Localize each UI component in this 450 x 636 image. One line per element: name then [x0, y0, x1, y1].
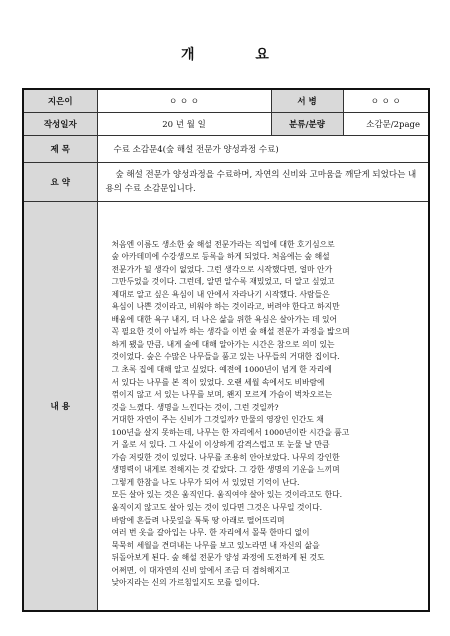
content-line: 숲 아카데미에 수강생으로 등록을 하게 되었다. 처음에는 숲 해설 — [111, 252, 330, 262]
content-paragraph — [112, 239, 415, 590]
content-line: 뒤돌아보게 된다. 숲 해설 전문가 양성 과정에 도전하게 된 것도 — [111, 553, 325, 563]
content-body — [97, 201, 429, 611]
content-line: 그렇게 한참을 나도 나무가 되어 서 있었던 기억이 난다. — [111, 477, 300, 487]
category-label: 분류/분량 — [271, 112, 343, 135]
submitter-value: ㅇ ㅇ ㅇ — [97, 89, 271, 112]
content-line: 움직이지 않고도 살아 있는 것이 있다면 그것은 나무일 것이다. — [111, 502, 323, 512]
subject-row — [23, 135, 429, 162]
content-line: 것이었다. 숲은 수많은 나무들을 품고 있는 나무들의 거대한 집이다. — [111, 352, 340, 362]
content-label: 내 용 — [23, 201, 97, 611]
subject-value: 수료 소감문4(숲 해설 전문가 양성과정 수료) — [97, 135, 429, 162]
content-line: 전문가가 될 생각이 없었다. 그런 생각으로 시작했다면, 얼마 안가 — [111, 264, 333, 274]
content-line: 거대한 자연이 주는 신비가 그것일까? 만물의 영장인 인간도 채 — [111, 415, 324, 425]
date-label: 작성일자 — [23, 112, 97, 135]
content-line: 꼭 필요한 것이 아닐까 하는 생각을 이번 숲 해설 전문가 과정을 밟으며 — [111, 327, 350, 337]
content-line: 그만두었을 것이다. 그런데, 알면 알수록 재밌었고, 더 알고 싶었고 — [111, 277, 335, 287]
content-row — [23, 201, 429, 611]
content-line: 어쩌면, 이 대자연의 신비 앞에서 조금 더 겸허해지고 — [111, 565, 290, 575]
content-line: 묵묵히 세월을 견뎌내는 나무를 보고 있노라면 내 자신의 삶을 — [111, 540, 320, 550]
date-row — [23, 112, 429, 135]
content-line: 낮아지라는 신의 가르침일지도 모를 일이다. — [111, 578, 260, 588]
content-line: 욕심이 나쁜 것이라고, 비워야 하는 것이라고, 버려야 한다고 하지만 — [111, 302, 340, 312]
summary-label: 요 약 — [23, 162, 97, 201]
submitter-label: 지은이 — [23, 89, 97, 112]
content-line: 여러 번 옷을 갈아입는 나무. 한 자리에서 몰묵 한마디 없이 — [111, 528, 310, 538]
content-line: 거 올로 서 있다. 그 사실이 이상하게 감격스럽고 또 눈물 날 만큼 — [111, 440, 330, 450]
school-value: ㅇ ㅇ ㅇ — [343, 89, 429, 112]
content-line: 모든 살아 있는 것은 움직인다. 움직여야 살아 있는 것이라고도 한다. — [111, 490, 343, 500]
content-line: 것을 느꼈다. 생명을 느낀다는 것이, 그런 것일까? — [111, 402, 279, 412]
content-line: 하게 됐을 만큼, 내게 숲에 대해 알아가는 시간은 참으로 의미 있는 — [111, 339, 335, 349]
page-title: 개 요 — [181, 47, 297, 63]
summary-row — [23, 162, 429, 201]
content-line: 처음엔 이름도 생소한 숲 해설 전문가라는 직업에 대한 호기심으로 — [111, 239, 335, 249]
summary-text: 숲 해설 전문가 양성과정을 수료하며, 자연의 신비와 고마움을 깨닫게 되었다는 내용의 수료 소감문입니다. — [97, 162, 429, 201]
content-line: 100년을 살지 못하는데, 나무는 한 자리에서 1000년이란 시간을 품고 — [111, 427, 350, 437]
overview-form-table — [22, 88, 430, 612]
date-value: 20 년 월 일 — [97, 112, 271, 135]
school-label: 서 병 — [271, 89, 343, 112]
submitter-row — [23, 89, 429, 112]
content-line: 가슴 저릿한 것이 있었다. 나무를 조용히 안아보았다. 나무의 강인한 — [111, 452, 340, 462]
subject-label: 제 목 — [23, 135, 97, 162]
content-line: 생명력이 내게로 전해지는 것 같았다. 그 강한 생명의 기운을 느끼며 — [111, 465, 340, 475]
content-line: 바람에 흔들려 나뭇잎을 툭툭 땅 아래로 떨어뜨리며 — [111, 515, 285, 525]
content-line: 그 초록 집에 대해 알고 싶었다. 예전에 1000년이 넘게 한 자리에 — [111, 364, 332, 374]
category-value: 소감문/2page — [343, 112, 429, 135]
content-line: 꺾이지 않고 서 있는 나무를 보며, 왠지 모르게 가슴이 벅차오르는 — [111, 390, 333, 400]
content-line: 서 있다는 나무를 본 적이 있었다. 오랜 세월 속에서도 비바람에 — [111, 377, 325, 387]
content-line: 제대로 알고 싶은 욕심이 내 안에서 자라나기 시작했다. 사람들은 — [111, 289, 330, 299]
content-line: 배움에 대한 욕구 내지, 더 나은 삶을 위한 욕심은 살아가는 데 있어 — [111, 314, 338, 324]
